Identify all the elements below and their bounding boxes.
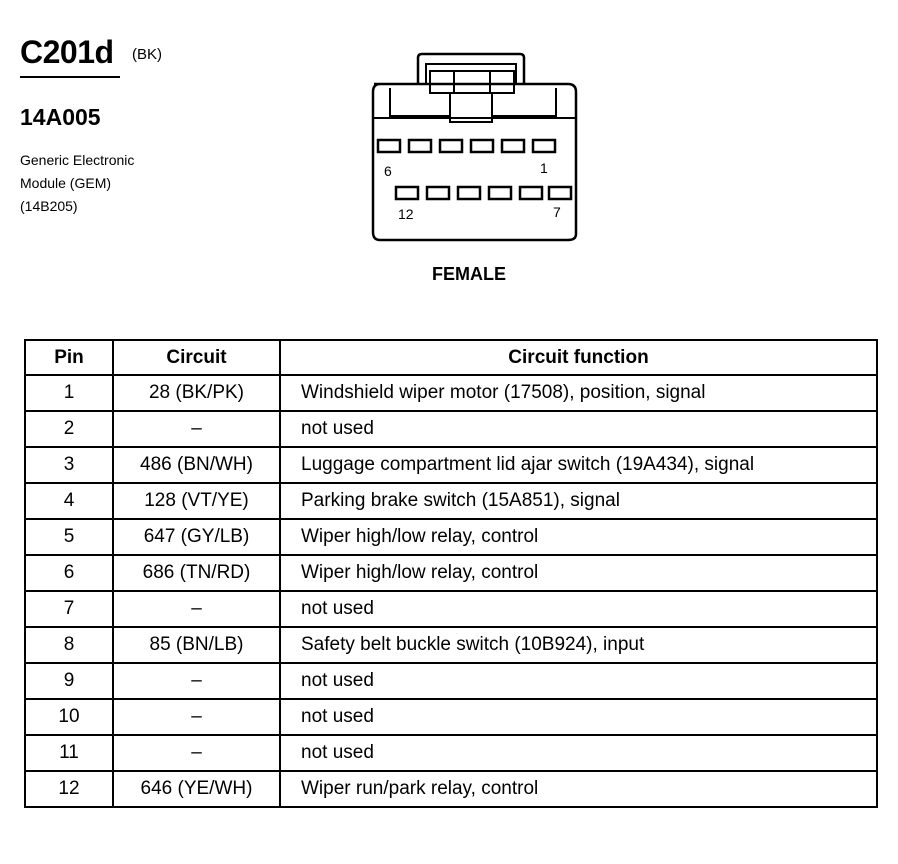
table-row [25,519,877,555]
circuit-cell: 85 (BN/LB) [113,627,280,663]
connector-face-diagram [368,52,582,244]
connector-id: C201d [20,34,114,70]
circuit-cell: 686 (TN/RD) [113,555,280,591]
table-row [25,375,877,411]
pin-cell: 10 [25,699,113,735]
table-row [25,447,877,483]
description-line-2: Module (GEM) [20,175,112,191]
function-cell: Windshield wiper motor (17508), position, signal [280,375,877,411]
circuit-cell: 28 (BK/PK) [113,375,280,411]
pin-label-1: 1 [540,160,548,176]
pin-cell: 7 [25,591,113,627]
function-cell: Wiper run/park relay, control [280,771,877,807]
circuit-cell: – [113,591,280,627]
description-line-3: (14B205) [20,198,78,214]
top-pin-row [378,140,555,152]
pin-cell: 4 [25,483,113,519]
table-header-row [25,340,877,375]
connector-color: (BK) [132,46,162,63]
function-cell: Parking brake switch (15A851), signal [280,483,877,519]
function-cell: not used [280,411,877,447]
circuit-cell: – [113,699,280,735]
circuit-cell: 646 (YE/WH) [113,771,280,807]
pin-cell: 12 [25,771,113,807]
circuit-cell: – [113,411,280,447]
circuit-cell: 486 (BN/WH) [113,447,280,483]
function-cell: not used [280,663,877,699]
table-row [25,771,877,807]
pin-cell: 1 [25,375,113,411]
pin-cell: 3 [25,447,113,483]
table-row [25,627,877,663]
pin-cell: 11 [25,735,113,771]
table-row [25,483,877,519]
function-cell: not used [280,735,877,771]
pin-cell: 2 [25,411,113,447]
function-cell: not used [280,699,877,735]
circuit-cell: 647 (GY/LB) [113,519,280,555]
part-number: 14A005 [20,104,101,130]
circuit-cell: – [113,735,280,771]
pin-cell: 5 [25,519,113,555]
table-row [25,411,877,447]
table-row [25,591,877,627]
connector-gender: FEMALE [432,264,506,284]
table-row [25,699,877,735]
pin-cell: 8 [25,627,113,663]
title-underline [20,76,120,78]
header-circuit: Circuit [113,340,280,375]
pin-label-7: 7 [553,204,561,220]
pin-label-6: 6 [384,163,392,179]
function-cell: Wiper high/low relay, control [280,555,877,591]
pin-label-12: 12 [398,206,414,222]
function-cell: Wiper high/low relay, control [280,519,877,555]
function-cell: Luggage compartment lid ajar switch (19A434), signal [280,447,877,483]
function-cell: not used [280,591,877,627]
pin-cell: 9 [25,663,113,699]
bottom-pin-row [396,187,571,199]
description-line-1: Generic Electronic [20,152,135,168]
header-function: Circuit function [280,340,877,375]
header-pin: Pin [25,340,113,375]
pinout-table [24,339,878,808]
table-row [25,663,877,699]
latch-window [430,71,514,93]
circuit-cell: – [113,663,280,699]
circuit-cell: 128 (VT/YE) [113,483,280,519]
table-row [25,735,877,771]
function-cell: Safety belt buckle switch (10B924), input [280,627,877,663]
table-row [25,555,877,591]
pin-cell: 6 [25,555,113,591]
